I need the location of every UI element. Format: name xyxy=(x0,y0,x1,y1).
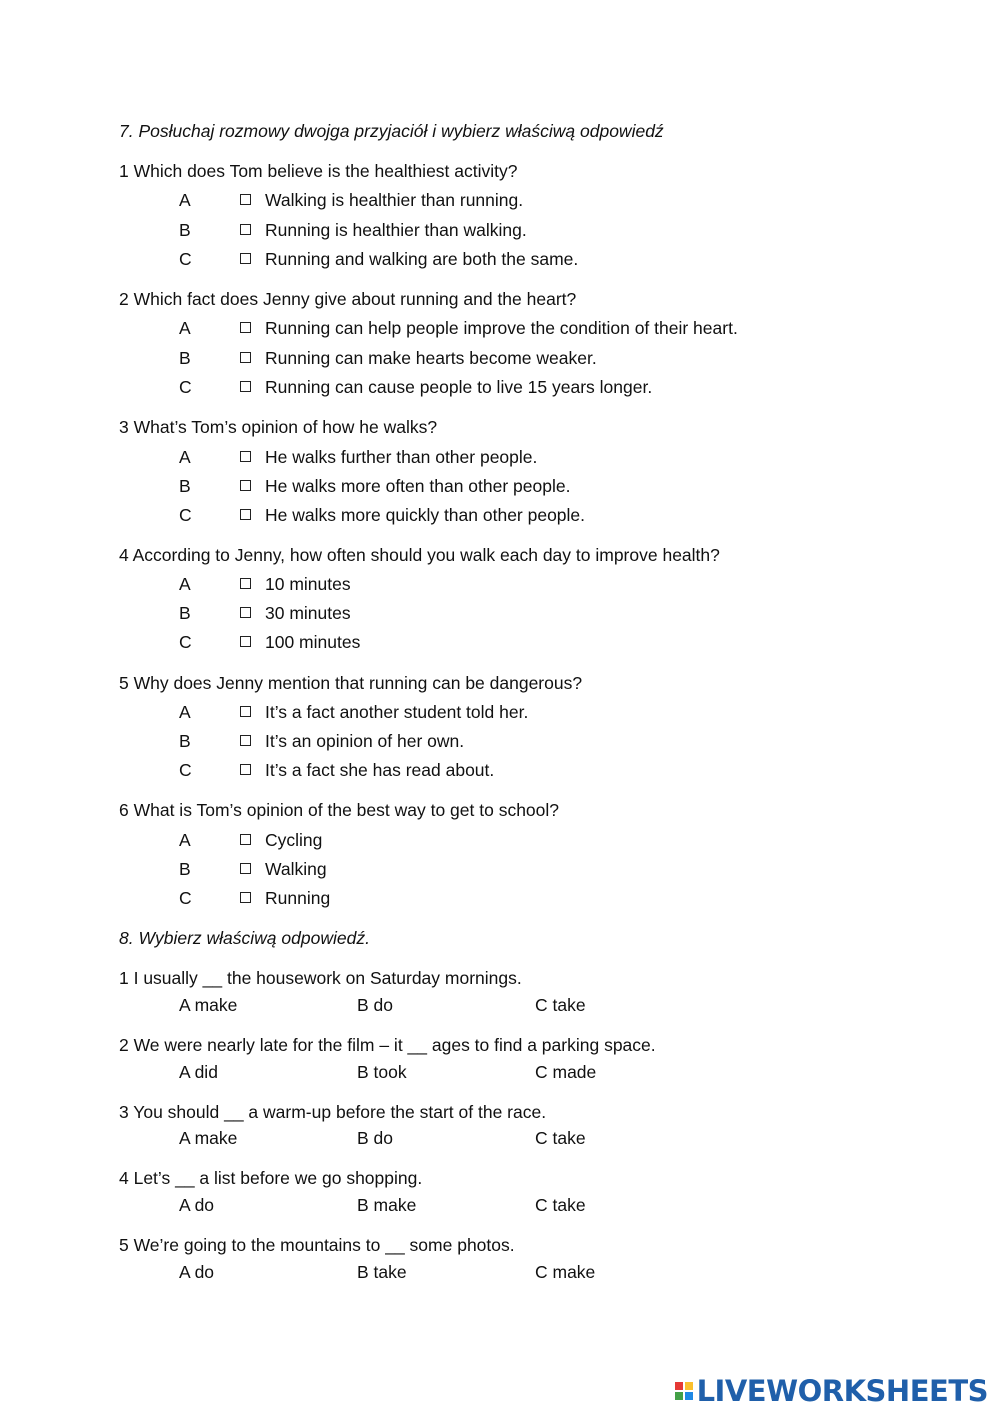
option-letter: C xyxy=(179,377,192,397)
question-7-6: 6 What is Tom’s opinion of the best way to get to school? xyxy=(119,800,560,820)
choice-8-3-b[interactable]: B do xyxy=(357,1128,393,1148)
question-7-5: 5 Why does Jenny mention that running can be dangerous? xyxy=(119,673,583,693)
choice-8-4-a[interactable]: A do xyxy=(179,1195,215,1215)
choice-8-1-a[interactable]: A make xyxy=(179,995,238,1015)
option-text: It’s a fact she has read about. xyxy=(265,760,495,780)
option-letter: A xyxy=(179,574,191,594)
choice-8-5-b[interactable]: B take xyxy=(357,1262,407,1282)
checkbox[interactable] xyxy=(240,322,251,333)
option-letter: A xyxy=(179,702,191,722)
option-text: He walks more often than other people. xyxy=(265,476,571,496)
option-text: 30 minutes xyxy=(265,603,351,623)
checkbox[interactable] xyxy=(240,764,251,775)
question-8-5: 5 We’re going to the mountains to __ some photos. xyxy=(119,1235,515,1255)
choice-8-2-c[interactable]: C made xyxy=(535,1062,597,1082)
choice-8-3-c[interactable]: C take xyxy=(535,1128,586,1148)
checkbox[interactable] xyxy=(240,509,251,520)
section-7-title: 7. Posłuchaj rozmowy dwojga przyjaciół i wybierz właściwą odpowiedź xyxy=(119,121,664,141)
option-text: Running and walking are both the same. xyxy=(265,249,579,269)
choice-8-3-a[interactable]: A make xyxy=(179,1128,238,1148)
option-text: Walking is healthier than running. xyxy=(265,190,524,210)
option-letter: C xyxy=(179,505,192,525)
option-text: Running can make hearts become weaker. xyxy=(265,348,597,368)
checkbox[interactable] xyxy=(240,224,251,235)
option-text: 100 minutes xyxy=(265,632,361,652)
option-text: He walks more quickly than other people. xyxy=(265,505,586,525)
option-letter: B xyxy=(179,603,191,623)
checkbox[interactable] xyxy=(240,834,251,845)
option-letter: A xyxy=(179,447,191,467)
question-7-4: 4 According to Jenny, how often should you walk each day to improve health? xyxy=(119,545,720,565)
question-7-1: 1 Which does Tom believe is the healthiest activity? xyxy=(119,161,518,181)
option-text: Running can help people improve the condition of their heart. xyxy=(265,318,738,338)
option-letter: A xyxy=(179,318,191,338)
liveworksheets-logo[interactable] xyxy=(675,1375,988,1407)
checkbox[interactable] xyxy=(240,253,251,264)
option-text: 10 minutes xyxy=(265,574,351,594)
question-7-3: 3 What’s Tom’s opinion of how he walks? xyxy=(119,417,438,437)
option-letter: B xyxy=(179,348,191,368)
option-text: It’s a fact another student told her. xyxy=(265,702,529,722)
logo-square-green xyxy=(675,1392,683,1400)
checkbox[interactable] xyxy=(240,381,251,392)
choice-8-2-b[interactable]: B took xyxy=(357,1062,407,1082)
question-8-2: 2 We were nearly late for the film – it __ ages to find a parking space. xyxy=(119,1035,656,1055)
option-letter: B xyxy=(179,220,191,240)
option-text: Cycling xyxy=(265,830,323,850)
option-letter: C xyxy=(179,249,192,269)
checkbox[interactable] xyxy=(240,352,251,363)
question-7-2: 2 Which fact does Jenny give about running and the heart? xyxy=(119,289,577,309)
option-text: It’s an opinion of her own. xyxy=(265,731,465,751)
question-8-4: 4 Let’s __ a list before we go shopping. xyxy=(119,1168,423,1188)
checkbox[interactable] xyxy=(240,194,251,205)
option-letter: C xyxy=(179,632,192,652)
checkbox[interactable] xyxy=(240,706,251,717)
choice-8-4-c[interactable]: C take xyxy=(535,1195,586,1215)
option-letter: C xyxy=(179,760,192,780)
checkbox[interactable] xyxy=(240,480,251,491)
checkbox[interactable] xyxy=(240,892,251,903)
logo-square-blue xyxy=(685,1392,693,1400)
logo-square-red xyxy=(675,1382,683,1390)
option-text: Running can cause people to live 15 years longer. xyxy=(265,377,653,397)
checkbox[interactable] xyxy=(240,578,251,589)
brand-name: LIVEWORKSHEETS xyxy=(696,1374,988,1408)
logo-square-yellow xyxy=(685,1382,693,1390)
option-letter: A xyxy=(179,830,191,850)
option-letter: A xyxy=(179,190,191,210)
checkbox[interactable] xyxy=(240,451,251,462)
checkbox[interactable] xyxy=(240,607,251,618)
option-letter: B xyxy=(179,476,191,496)
option-text: He walks further than other people. xyxy=(265,447,538,467)
option-text: Running is healthier than walking. xyxy=(265,220,527,240)
choice-8-4-b[interactable]: B make xyxy=(357,1195,417,1215)
section-8-title: 8. Wybierz właściwą odpowiedź. xyxy=(119,928,370,948)
option-letter: C xyxy=(179,888,192,908)
checkbox[interactable] xyxy=(240,636,251,647)
checkbox[interactable] xyxy=(240,735,251,746)
choice-8-1-b[interactable]: B do xyxy=(357,995,393,1015)
option-letter: B xyxy=(179,859,191,879)
liveworksheets-logo-icon xyxy=(675,1382,693,1400)
option-letter: B xyxy=(179,731,191,751)
choice-8-2-a[interactable]: A did xyxy=(179,1062,218,1082)
choice-8-5-c[interactable]: C make xyxy=(535,1262,596,1282)
choice-8-5-a[interactable]: A do xyxy=(179,1262,215,1282)
question-8-3: 3 You should __ a warm-up before the start of the race. xyxy=(119,1102,547,1122)
option-text: Running xyxy=(265,888,331,908)
option-text: Walking xyxy=(265,859,327,879)
checkbox[interactable] xyxy=(240,863,251,874)
question-8-1: 1 I usually __ the housework on Saturday mornings. xyxy=(119,968,522,988)
choice-8-1-c[interactable]: C take xyxy=(535,995,586,1015)
